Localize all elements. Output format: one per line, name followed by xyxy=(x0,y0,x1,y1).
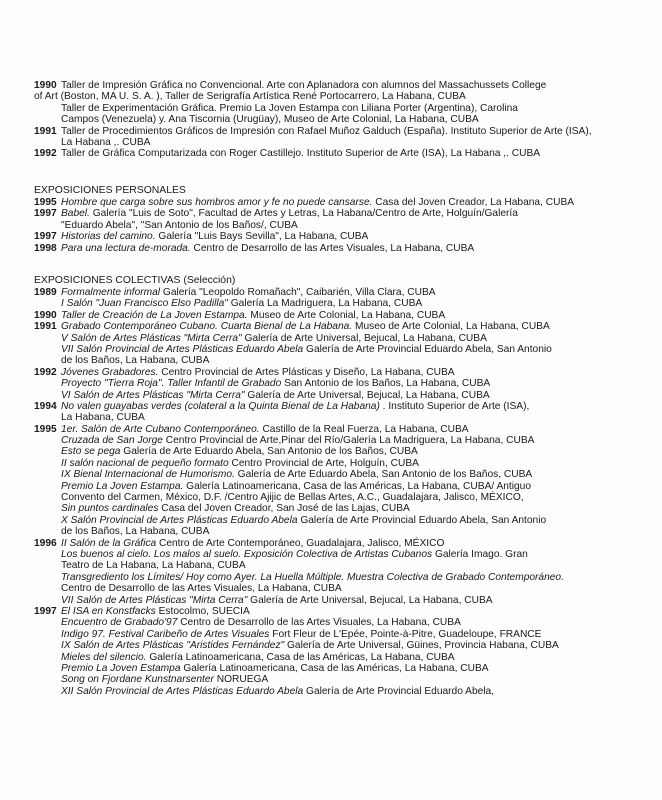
entry-details: Galería de Arte Universal, Bejucal, La Habana, CUBA xyxy=(244,389,490,401)
entry-text xyxy=(61,344,552,355)
entry-title-italic: XII Salón Provincial de Artes Plásticas Eduardo Abela xyxy=(61,685,304,697)
entry-line xyxy=(34,137,648,148)
entry-year: 1998 xyxy=(34,242,57,254)
entry-text xyxy=(61,298,422,309)
entry-text xyxy=(61,674,268,685)
entry-line xyxy=(34,148,648,159)
entry-title-italic: Cruzada de San Jorge xyxy=(61,435,163,447)
personal-exhibitions-list xyxy=(34,197,648,254)
entry-title-italic: V Salón de Artes Plásticas "Mirta Cerra" xyxy=(61,332,242,344)
entry-details: NORUEGA xyxy=(213,674,269,686)
entry-title-italic: Hombre que carga sobre sus hombros amor y fe no puede cansarse. xyxy=(61,197,373,208)
entry-text xyxy=(61,538,444,549)
entry-title-italic: Grabado Contemporáneo Cubano. Cuarta Bienal de La Habana. xyxy=(61,321,353,333)
entry-text xyxy=(61,435,534,446)
entry-details: Estocolmo, SUECIA xyxy=(155,605,250,617)
entry-title-italic: IX Bienal Internacional de Humorismo. xyxy=(61,469,235,481)
group-exhibitions-list xyxy=(34,287,648,697)
entry-text xyxy=(61,412,145,423)
entry-details: Galería de Arte Provincial Eduardo Abela, San Antonio xyxy=(303,343,552,355)
entry-year: 1990 xyxy=(34,309,57,321)
entry-title-italic: 1er. Salón de Arte Cubano Contemporáneo. xyxy=(61,423,260,435)
entry-line xyxy=(34,114,648,125)
entry-line xyxy=(34,640,648,651)
entry-text xyxy=(61,378,490,389)
entry-title-italic: Babel. xyxy=(61,208,90,220)
entry-details: Galería de Arte Universal, Güines, Provincia Habana, CUBA xyxy=(284,640,559,652)
entry-details: Galería de Arte Provincial Eduardo Abela, xyxy=(303,685,495,697)
entry-line xyxy=(34,446,648,457)
entry-details: Fort Fleur de L'Epée, Pointe-à-Pitre, Guadeloupe, FRANCE xyxy=(269,628,542,640)
entry-details: Centro de Desarrollo de las Artes Visuales, La Habana, CUBA xyxy=(190,242,475,254)
entry-details: Centro Provincial de Arte, Holguín, CUBA xyxy=(228,457,419,469)
entry-title-italic: Taller de Creación de La Joven Estampa. xyxy=(61,309,248,321)
entry-year: 1991 xyxy=(34,321,57,333)
entry-line xyxy=(34,91,648,102)
entry-line xyxy=(34,412,648,423)
entry-title-italic: IX Salón de Artes Plásticas "Aristides Fernández" xyxy=(61,640,285,652)
entry-line xyxy=(34,231,648,242)
entry-text xyxy=(61,481,531,492)
entry-year: 1992 xyxy=(34,366,57,378)
entry-line xyxy=(34,549,648,560)
entry-line xyxy=(34,674,648,685)
entry-line xyxy=(34,344,648,355)
entry-line xyxy=(34,526,648,537)
entry-details: Galería de Arte Provincial Eduardo Abela, San Antonio xyxy=(297,514,547,526)
entry-details: Centro Provincial de Artes Plásticas y Diseño, La Habana, CUBA xyxy=(158,366,455,378)
entry-title-italic: Premio La Joven Estampa xyxy=(61,662,181,674)
entry-text xyxy=(61,114,479,125)
entry-details: . Instituto Superior de Arte (ISA), xyxy=(379,400,530,412)
entry-line xyxy=(34,80,648,91)
entry-text xyxy=(61,629,541,640)
entry-line xyxy=(34,617,648,628)
group-exhibitions-section xyxy=(34,275,648,697)
entry-line xyxy=(34,469,648,480)
entry-details: Galería La Madriguera, La Habana, CUBA xyxy=(227,298,423,310)
entry-line xyxy=(34,355,648,366)
entry-text xyxy=(61,595,493,606)
entry-text xyxy=(61,617,461,628)
entry-details: Casa del Joven Creador, La Habana, CUBA xyxy=(372,197,575,208)
entry-title-italic: VII Salón de Artes Plásticas "Mirta Cerra" xyxy=(61,594,248,606)
entry-title-italic: Los buenos al cielo. Los malos al suelo. Exposición Colectiva de Artistas Cubanos xyxy=(61,548,433,560)
entry-year: 1995 xyxy=(34,197,57,208)
entry-year: 1994 xyxy=(34,400,57,412)
entry-line xyxy=(34,583,648,594)
entry-details: de los Baños, La Habana, CUBA xyxy=(61,526,210,538)
entry-title-italic: Formalmente informal xyxy=(61,287,161,298)
entry-line xyxy=(34,378,648,389)
entry-line xyxy=(34,126,648,137)
entry-line xyxy=(34,287,648,298)
entry-details: San Antonio de los Baños, La Habana, CUBA xyxy=(281,378,491,390)
entry-line xyxy=(34,435,648,446)
entry-text xyxy=(61,243,474,254)
entry-details: Museo de Arte Colonial, La Habana, CUBA xyxy=(247,309,446,321)
entry-details: Taller de Procedimientos Gráficos de Impresión con Rafael Muñoz Galduch (España). Instituto Superior de Arte (ISA), xyxy=(61,125,592,137)
entry-text xyxy=(61,137,150,148)
entry-text xyxy=(61,526,209,537)
entry-text xyxy=(61,333,487,344)
entry-details: Centro de Arte Contemporáneo, Guadalajara, Jalisco, MÉXICO xyxy=(156,537,445,549)
entry-text xyxy=(61,560,246,571)
entry-line xyxy=(34,458,648,469)
entry-text xyxy=(61,355,209,366)
entry-text xyxy=(61,549,528,560)
entry-line xyxy=(34,492,648,503)
entry-line xyxy=(34,197,648,208)
entry-title-italic: II Salón de la Gráfica xyxy=(61,537,157,549)
entry-details: Galería de Arte Universal, Bejucal, La Habana, CUBA xyxy=(241,332,487,344)
entry-details: La Habana ,. CUBA xyxy=(61,136,151,148)
entry-details: Galería Latinoamericana, Casa de las Américas, La Habana, CUBA/ Antiguo xyxy=(183,480,532,492)
entry-details: Galería "Leopoldo Romañach", Caibarién, Villa Clara, CUBA xyxy=(160,287,436,298)
entry-details: Taller de Experimentación Gráfica. Premio La Joven Estampa con Liliana Porter (Argentina), Carolina xyxy=(61,102,518,114)
entry-line xyxy=(34,503,648,514)
entry-details: Centro de Desarrollo de las Artes Visuales, La Habana, CUBA xyxy=(177,617,461,629)
entry-details: Teatro de La Habana, La Habana, CUBA xyxy=(61,560,246,572)
entry-text xyxy=(61,401,529,412)
entry-details: Centro Provincial de Arte,Pinar del Río/Galería La Madriguera, La Habana, CUBA xyxy=(162,435,535,447)
entry-details: Convento del Carmen, México, D.F. /Centro Ajijic de Bellas Artes, A.C., Guadalajara, Jalisco, MÉXICO, xyxy=(61,492,524,504)
entry-details: de los Baños, La Habana, CUBA xyxy=(61,355,210,367)
entry-text xyxy=(61,220,298,231)
entry-line xyxy=(34,481,648,492)
entry-text xyxy=(61,148,540,159)
entry-line xyxy=(34,686,648,697)
entry-line xyxy=(34,629,648,640)
entry-text xyxy=(61,686,494,697)
entry-title-italic: Jóvenes Grabadores. xyxy=(61,366,159,378)
entry-title-italic: VII Salón Provincial de Artes Plásticas Eduardo Abela xyxy=(61,343,304,355)
entry-line xyxy=(34,560,648,571)
entry-title-italic: Historias del camino. xyxy=(61,231,156,243)
entry-text xyxy=(61,367,455,378)
entry-details: La Habana, CUBA xyxy=(61,412,145,424)
entry-line xyxy=(34,538,648,549)
entry-line xyxy=(34,208,648,219)
entry-title-italic: VI Salón de Artes Plásticas "Mirta Cerra" xyxy=(61,389,245,401)
entry-title-italic: Esto se pega xyxy=(61,446,121,458)
section-heading-personales: EXPOSICIONES PERSONALES xyxy=(34,185,186,196)
entry-text xyxy=(61,208,518,219)
entry-title-italic: Para una lectura de-morada. xyxy=(61,242,191,254)
entry-text xyxy=(61,446,418,457)
entry-text xyxy=(61,492,524,503)
entry-year: 1996 xyxy=(34,537,57,549)
entry-title-italic: El ISA en Konstfacks xyxy=(61,605,156,617)
entry-details: Galería Latinoamericana, Casa de las Américas, La Habana, CUBA xyxy=(180,662,489,674)
entry-title-italic: Proyecto "Tierra Roja". Taller Infantil de Grabado xyxy=(61,378,282,390)
workshops-section xyxy=(34,80,648,160)
entry-details: Castillo de la Real Fuerza, La Habana, CUBA xyxy=(259,423,469,435)
entry-text xyxy=(61,231,368,242)
entry-line xyxy=(34,515,648,526)
entry-details: "Eduardo Abela", "San Antonio de los Baños/, CUBA xyxy=(61,219,298,231)
entry-line xyxy=(34,390,648,401)
entry-title-italic: Transgrediento los Límites/ Hoy como Ayer. La Huella Múltiple. Muestra Colectiva de Grabado Contemporáneo. xyxy=(61,571,564,583)
entry-line xyxy=(34,333,648,344)
entry-line xyxy=(34,572,648,583)
entry-line xyxy=(34,367,648,378)
entry-text xyxy=(61,640,559,651)
entry-year: 1990 xyxy=(34,80,57,91)
entry-year: 1995 xyxy=(34,423,57,435)
entry-line xyxy=(34,243,648,254)
entry-text xyxy=(61,390,490,401)
entry-title-italic: Mieles del silencio. xyxy=(61,651,147,663)
entry-text xyxy=(61,287,436,298)
entry-text xyxy=(61,503,410,514)
entry-line xyxy=(34,663,648,674)
entry-line xyxy=(34,595,648,606)
entry-title-italic: Premio La Joven Estampa. xyxy=(61,480,184,492)
entry-text xyxy=(61,80,546,91)
entry-text xyxy=(61,572,564,583)
entry-text xyxy=(61,103,518,114)
entry-details: of Art (Boston, MA U. S. A. ), Taller de Serigrafía Artística René Portocarrero, La Habana, CUBA xyxy=(34,91,466,103)
entry-title-italic: I Salón "Juan Francisco Elso Padilla" xyxy=(61,298,228,310)
entry-line xyxy=(34,652,648,663)
entry-line xyxy=(34,298,648,309)
entry-details: Galería Latinoamericana, Casa de las Américas, La Habana, CUBA xyxy=(146,651,455,663)
entry-title-italic: X Salón Provincial de Artes Plásticas Eduardo Abela xyxy=(61,514,298,526)
entry-line xyxy=(34,401,648,412)
entry-details: Taller de Impresión Gráfica no Convencional. Arte con Aplanadora con alumnos del Massachussets College xyxy=(61,80,547,91)
entry-line xyxy=(34,606,648,617)
entry-title-italic: II salón nacional de pequeño formato xyxy=(61,457,229,469)
entry-details: Museo de Arte Colonial, La Habana, CUBA xyxy=(352,321,550,333)
entry-year: 1991 xyxy=(34,125,57,137)
entry-text xyxy=(61,663,489,674)
entry-title-italic: Indigo 97. Festival Caribeño de Artes Visuales xyxy=(61,628,270,640)
entry-details: Centro de Desarrollo de las Artes Visuales, La Habana, CUBA xyxy=(61,583,342,595)
entry-details: Galería "Luis de Soto", Facultad de Artes y Letras, La Habana/Centro de Arte, Holguín/Galería xyxy=(89,208,518,220)
entry-year: 1997 xyxy=(34,208,57,220)
entry-text xyxy=(61,469,532,480)
entry-details: Campos (Venezuela) y. Ana Tiscornia (Urugüay), Museo de Arte Colonial, La Habana, CUBA xyxy=(61,114,479,126)
entry-text xyxy=(61,515,546,526)
personal-exhibitions-section xyxy=(34,185,648,254)
entry-line xyxy=(34,321,648,332)
entry-text xyxy=(61,126,592,137)
entry-details: Galería de Arte Universal, Bejucal, La Habana, CUBA xyxy=(247,594,493,606)
entry-details: Galería "Luis Bays Sevilla", La Habana, CUBA xyxy=(155,231,369,243)
section-heading-colectivas: EXPOSICIONES COLECTIVAS (Selección) xyxy=(34,275,236,286)
entry-line xyxy=(34,424,648,435)
entry-year: 1989 xyxy=(34,287,57,298)
entry-details: Casa del Joven Creador, San José de las Lajas, CUBA xyxy=(158,503,410,515)
entry-text xyxy=(61,606,250,617)
entry-text xyxy=(61,197,574,208)
entry-line xyxy=(34,103,648,114)
entry-details: Taller de Gráfica Computarizada con Roger Castillejo. Instituto Superior de Arte (ISA), La Habana ,. CUBA xyxy=(61,148,541,160)
entry-details: Galería de Arte Eduardo Abela, San Antonio de los Baños, CUBA xyxy=(234,469,533,481)
entry-year: 1997 xyxy=(34,231,57,243)
entry-text xyxy=(61,583,342,594)
entry-details: Galería Imago. Gran xyxy=(432,548,528,560)
entry-year: 1997 xyxy=(34,605,57,617)
entry-text xyxy=(34,91,466,102)
entry-text xyxy=(61,652,455,663)
entry-text xyxy=(61,310,445,321)
entry-year: 1992 xyxy=(34,148,57,160)
entry-text xyxy=(61,424,469,435)
entry-title-italic: Song on Fjordane Kunstnarsenter xyxy=(61,674,214,686)
entry-line xyxy=(34,310,648,321)
entry-line xyxy=(34,220,648,231)
entry-title-italic: Sin puntos cardinales xyxy=(61,503,159,515)
entry-text xyxy=(61,321,550,332)
entry-title-italic: Encuentro de Grabado'97 xyxy=(61,617,178,629)
entry-details: Galería de Arte Eduardo Abela, San Antonio de los Baños, CUBA xyxy=(120,446,418,458)
entry-title-italic: No valen guayabas verdes (colateral a la Quinta Bienal de La Habana) xyxy=(61,400,380,412)
entry-text xyxy=(61,458,419,469)
